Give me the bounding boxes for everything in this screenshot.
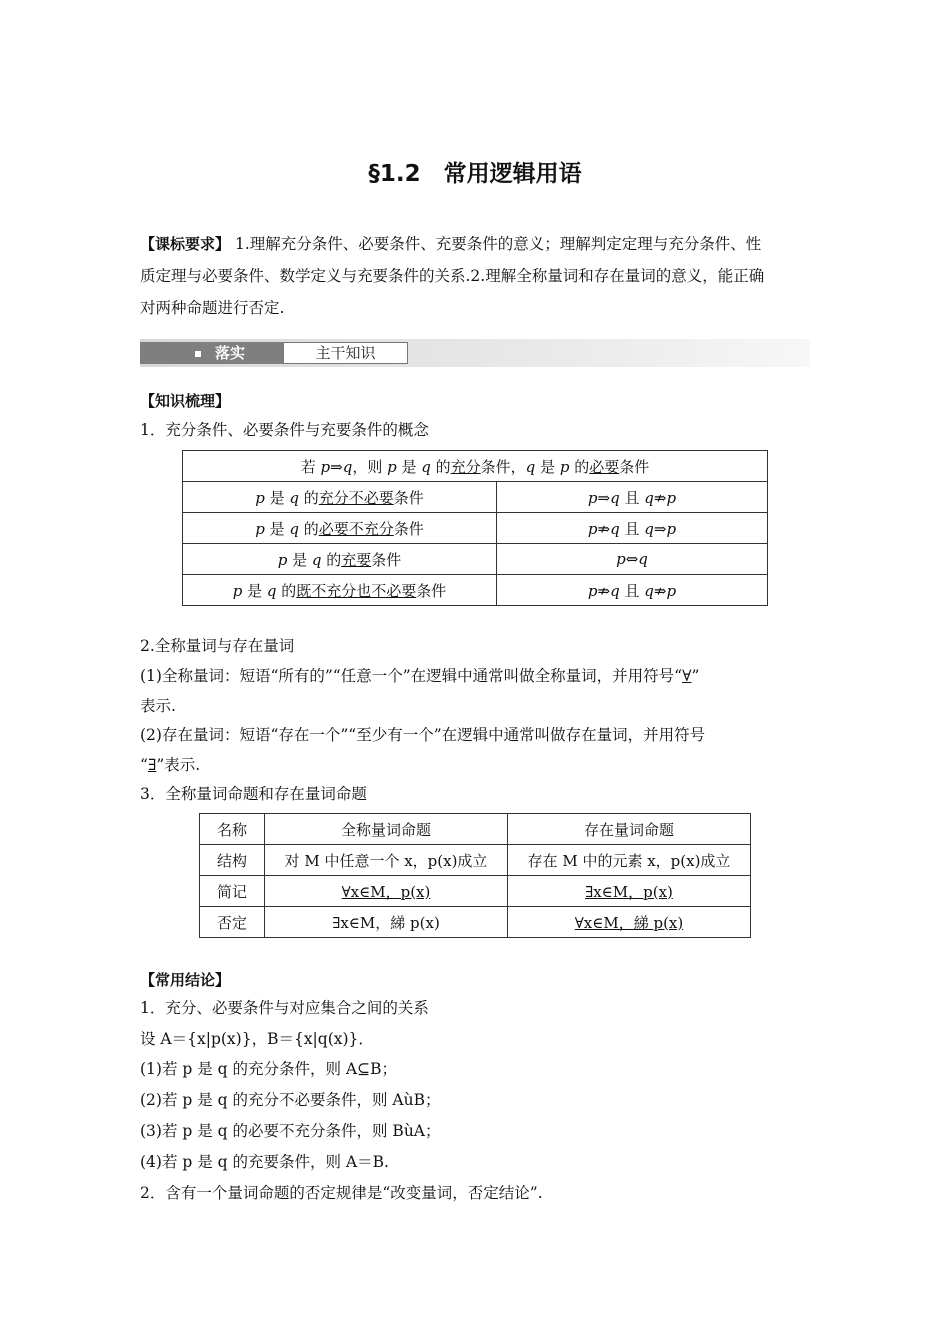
knowledge-item-3: 3．全称量词命题和存在量词命题 xyxy=(140,785,367,803)
cell-segment: 条件 xyxy=(619,457,650,476)
cell-segment: 的 xyxy=(298,488,319,507)
cell-segment: q xyxy=(610,581,620,600)
cell-segment: q xyxy=(610,519,620,538)
item-2-1-text: (1)全称量词：短语“所有的”“任意一个”在逻辑中通常叫做全称量词，并用符号“ xyxy=(140,667,683,685)
qt-struct-label: 结构 xyxy=(200,845,265,876)
conditions-row-2-right xyxy=(497,513,768,544)
cell-segment: q xyxy=(525,457,536,476)
cell-segment: 的 xyxy=(569,457,590,476)
conditions-table-header xyxy=(183,451,768,482)
cell-segment: q xyxy=(289,488,299,507)
cell-segment: 且 xyxy=(619,519,645,538)
qt-struct-existential: 存在 M 中的元素 x，p(x)成立 xyxy=(508,845,751,876)
qt-short-existential xyxy=(508,876,751,907)
qt-short-label: 简记 xyxy=(200,876,265,907)
cell-segment: q xyxy=(644,488,654,507)
cell-segment: q xyxy=(266,581,277,600)
cell-segment: 是 xyxy=(287,550,312,569)
cell-segment: 是 xyxy=(535,457,560,476)
cell-segment: 是 xyxy=(264,488,290,507)
conclusion-2: 2．含有一个量词命题的否定规律是“改变量词，否定结论”. xyxy=(140,1184,543,1202)
cell-segment: 是 xyxy=(264,519,290,538)
cell-segment: 且 xyxy=(619,488,645,507)
cell-segment: p xyxy=(666,581,677,600)
conclusion-1-4: (4)若 p 是 q 的充要条件，则 A＝B. xyxy=(140,1153,389,1171)
cell-segment: p xyxy=(616,550,626,568)
cell-segment: 充要 xyxy=(341,550,372,569)
cell-segment: p xyxy=(387,457,397,476)
knowledge-heading: 【知识梳理】 xyxy=(140,392,231,410)
cell-segment: 必要不充分 xyxy=(318,519,394,538)
forall-symbol: ∀ xyxy=(682,667,692,685)
qt-header-universal: 全称量词命题 xyxy=(265,814,508,845)
cell-segment: 条件， xyxy=(480,457,526,476)
cell-segment: 是 xyxy=(396,457,422,476)
requirement-text-1: 1.理解充分条件、必要条件、充要条件的意义；理解判定定理与充分条件、性 xyxy=(234,235,762,253)
requirement-line-2: 质定理与必要条件、数学定义与充要条件的关系.2.理解全称量词和存在量词的意义，能正确 xyxy=(140,267,765,285)
qt-header-existential: 存在量词命题 xyxy=(508,814,751,845)
knowledge-item-2-2: (2)存在量词：短语“存在一个”“至少有一个”在逻辑中通常叫做存在量词，并用符号 xyxy=(140,726,706,744)
cell-segment: ⇏ xyxy=(653,488,667,507)
cell-segment: q xyxy=(610,488,620,507)
cell-segment: ⇒ xyxy=(597,488,611,507)
qt-struct-universal: 对 M 中任意一个 x，p(x)成立 xyxy=(265,845,508,876)
qt-short-universal xyxy=(265,876,508,907)
cell-segment: 的 xyxy=(321,550,342,569)
cell-segment: p xyxy=(320,457,331,476)
conditions-row-4-right xyxy=(497,575,768,606)
conditions-row-3-right xyxy=(497,544,768,575)
cell-segment: 既不充分也不必要 xyxy=(296,581,417,600)
qt-short-existential-text: ∃x∈M，p(x) xyxy=(585,882,673,901)
cell-segment: 充分不必要 xyxy=(318,488,394,507)
cell-segment: ，则 xyxy=(352,457,388,476)
cell-segment: 条件 xyxy=(393,488,424,507)
section-banner xyxy=(140,339,810,367)
conditions-row-1-left xyxy=(183,482,497,513)
qt-neg-label: 否定 xyxy=(200,907,265,938)
cell-segment: 若 xyxy=(300,457,321,476)
cell-segment: ⇏ xyxy=(597,519,611,538)
banner-left-label: 落实 xyxy=(215,344,246,362)
conclusions-heading: 【常用结论】 xyxy=(140,971,231,989)
cell-segment: p xyxy=(277,550,288,569)
requirement-label: 【课标要求】 xyxy=(140,235,231,253)
cell-segment: ⇔ xyxy=(625,550,639,568)
requirement-line-1 xyxy=(140,228,812,260)
knowledge-item-2-1-cont: 表示. xyxy=(140,697,176,715)
cell-segment: p xyxy=(666,519,677,538)
requirement-line-3: 对两种命题进行否定. xyxy=(140,299,285,317)
cell-segment: 必要 xyxy=(589,457,620,476)
cell-segment: q xyxy=(644,581,654,600)
cell-segment: 条件 xyxy=(416,581,447,600)
conclusion-1: 1．充分、必要条件与对应集合之间的关系 xyxy=(140,999,429,1017)
cell-segment: ⇒ xyxy=(653,519,667,538)
cell-segment: 的 xyxy=(298,519,319,538)
qt-short-universal-text: ∀x∈M，p(x) xyxy=(341,882,431,901)
cell-segment: 条件 xyxy=(371,550,402,569)
cell-segment: q xyxy=(311,550,322,569)
cell-segment: p xyxy=(666,488,677,507)
qt-header-name: 名称 xyxy=(200,814,265,845)
square-bullet-icon xyxy=(195,351,201,357)
qt-neg-existential xyxy=(508,907,751,938)
cell-segment: 充分 xyxy=(450,457,481,476)
cell-segment: q xyxy=(644,519,654,538)
cell-segment: 条件 xyxy=(393,519,424,538)
cell-segment: p xyxy=(559,457,570,476)
item-2-2-quote: “ xyxy=(140,756,148,774)
qt-neg-existential-text: ∀x∈M，綈 p(x) xyxy=(574,913,684,932)
quantifier-table xyxy=(199,813,751,938)
cell-segment: 的 xyxy=(276,581,297,600)
knowledge-item-1: 1．充分条件、必要条件与充要条件的概念 xyxy=(140,421,429,439)
cell-segment: q xyxy=(289,519,299,538)
conditions-table xyxy=(182,450,768,606)
banner-right-label: 主干知识 xyxy=(283,342,408,364)
conditions-row-1-right xyxy=(497,482,768,513)
conclusion-1-2: (2)若 p 是 q 的充分不必要条件，则 AùB； xyxy=(140,1091,441,1109)
cell-segment: ⇏ xyxy=(653,581,667,600)
item-2-1-quote: ” xyxy=(691,667,700,685)
conditions-row-2-left xyxy=(183,513,497,544)
knowledge-item-2-2-cont xyxy=(140,749,812,781)
cell-segment: 是 xyxy=(242,581,267,600)
cell-segment: q xyxy=(342,457,353,476)
cell-segment: ⇏ xyxy=(597,581,611,600)
cell-segment: p xyxy=(255,488,265,507)
cell-segment: p xyxy=(587,581,598,600)
cell-segment: 的 xyxy=(430,457,451,476)
qt-neg-universal: ∃x∈M，綈 p(x) xyxy=(265,907,508,938)
cell-segment: ⇒ xyxy=(330,457,343,476)
cell-segment: q xyxy=(421,457,431,476)
knowledge-item-2: 2.全称量词与存在量词 xyxy=(140,637,295,655)
page-title: §1.2 常用逻辑用语 xyxy=(368,161,582,187)
conclusion-1-3: (3)若 p 是 q 的必要不充分条件，则 BùA； xyxy=(140,1122,441,1140)
conditions-row-4-left xyxy=(183,575,497,606)
cell-segment: p xyxy=(255,519,265,538)
banner-left xyxy=(140,342,283,364)
item-2-2-text: ”表示. xyxy=(156,756,201,774)
cell-segment: p xyxy=(232,581,243,600)
knowledge-item-2-1 xyxy=(140,660,812,692)
cell-segment: 且 xyxy=(619,581,645,600)
cell-segment: p xyxy=(587,519,598,538)
conclusion-1-1: (1)若 p 是 q 的充分条件，则 A⊆B； xyxy=(140,1060,398,1078)
exists-symbol: ∃ xyxy=(147,756,157,774)
cell-segment: p xyxy=(587,488,598,507)
cell-segment: q xyxy=(638,550,648,568)
conditions-row-3-left xyxy=(183,544,497,575)
conclusion-1-def: 设 A＝{x|p(x)}，B＝{x|q(x)}． xyxy=(140,1030,374,1048)
